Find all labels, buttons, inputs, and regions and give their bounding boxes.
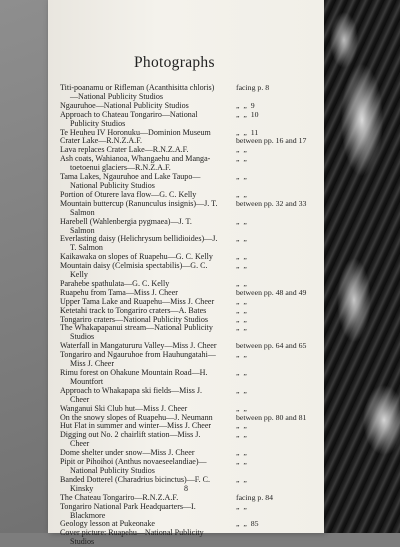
page-reference: „ „: [236, 448, 247, 458]
page-reference: „ „ 10: [236, 109, 259, 119]
photo-caption: Waterfall in Mangatururu Valley—Miss J. Cheer: [60, 341, 217, 351]
photo-caption: The Chateau Tongariro—R.N.Z.A.F.: [60, 492, 179, 502]
list-item: [60, 529, 322, 547]
photo-caption: Wanganui Ski Club hut—Miss J. Cheer: [60, 403, 188, 413]
page-reference: between pp. 48 and 49: [236, 287, 307, 297]
page-reference: „ „: [236, 457, 247, 467]
photo-caption: Ash coats, Wahianoa, Whangaehu and Manga-toetoenui glaciers—R.N.Z.A.F.: [60, 154, 211, 173]
page-reference: „ „: [236, 189, 247, 199]
photo-caption: Digging out No. 2 chairlift station—Miss J. Cheer: [60, 430, 201, 449]
photo-caption: Cover picture: Ruapehu—National Publicity Studios: [60, 528, 204, 547]
photo-caption: Upper Tama Lake and Ruapehu—Miss J. Cheer: [60, 296, 215, 306]
list-item: [60, 111, 322, 129]
list-item: [60, 369, 322, 387]
page-reference: facing p. 8: [236, 83, 270, 92]
photo-caption: Portion of Oturere lava flow—G. C. Kelly: [60, 189, 197, 199]
photograph-list: [60, 84, 322, 547]
photo-caption: Te Heuheu IV Horonuku—Dominion Museum: [60, 127, 211, 137]
photo-caption: The Whakapapanui stream—National Publicity Studios: [60, 323, 213, 342]
page-reference: „ „: [236, 385, 247, 395]
photo-caption: Crater Lake—R.N.Z.A.F.: [60, 136, 143, 146]
page-heading: Photographs: [134, 54, 215, 71]
list-item: [60, 173, 322, 191]
list-item: [60, 324, 322, 342]
list-item: [60, 458, 322, 476]
page-reference: „ „: [236, 252, 247, 262]
photo-caption: Tama Lakes, Ngauruhoe and Lake Taupo—National Publicity Studios: [60, 172, 201, 190]
list-item: [60, 200, 322, 218]
list-item: [60, 262, 322, 280]
list-item: [60, 387, 322, 405]
photo-caption: Kaikawaka on slopes of Ruapehu—G. C. Kelly: [60, 252, 213, 262]
page-reference: „ „ 85: [236, 519, 259, 529]
page-reference: „ „: [236, 278, 247, 288]
photo-caption: Ketetahi track to Tongariro craters—A. Bates: [60, 305, 207, 315]
adjacent-photograph: [324, 0, 400, 533]
photo-caption: Mountain daisy (Celmisia spectabilis)—G. C. Kelly: [60, 261, 208, 280]
page-reference: „ „: [236, 421, 247, 431]
photo-caption: Titi-poanamu or Rifleman (Acanthisitta chloris)—National Publicity Studios: [60, 83, 215, 101]
page-reference: „ „: [236, 474, 247, 484]
list-item: [60, 351, 322, 369]
page-reference: „ „: [236, 368, 247, 377]
photo-caption: Tongariro and Ngauruhoe from Hauhungatahi—Miss J. Cheer: [60, 350, 216, 369]
photo-caption: Ruapehu from Tama—Miss J. Cheer: [60, 287, 178, 297]
page-reference: between pp. 16 and 17: [236, 136, 307, 146]
page-reference: „ „ 9: [236, 100, 255, 110]
photo-caption: Mountain buttercup (Ranunculus insignis)—J. T. Salmon: [60, 198, 218, 217]
page-reference: „ „: [236, 296, 247, 306]
page-reference: „ „: [236, 323, 247, 333]
photo-caption: Banded Dotterel (Charadrius bicinctus)—F. C. Kinsky: [60, 474, 210, 493]
photo-caption: Geology lesson at Pukeonake: [60, 519, 155, 529]
page-reference: „ „: [236, 314, 247, 324]
photo-caption: On the snowy slopes of Ruapehu—J. Neumann: [60, 412, 213, 422]
list-item: [60, 235, 322, 253]
page-reference: „ „: [236, 154, 247, 164]
page-reference: „ „: [236, 172, 247, 182]
page-reference: facing p. 84: [236, 492, 274, 502]
list-item: [60, 218, 322, 236]
page-reference: „ „: [236, 501, 247, 511]
list-item: [60, 84, 322, 102]
photo-caption: Pipit or Pihoihoi (Anthus novaeseelandiae)—National Publicity Studios: [60, 457, 207, 475]
list-item: [60, 155, 322, 173]
page-reference: „ „: [236, 430, 247, 440]
photo-caption: Tongariro craters—National Publicity Studios: [60, 314, 209, 324]
photo-caption: Harebell (Wahlenbergia pygmaea)—J. T. Salmon: [60, 216, 192, 235]
page-number: 8: [184, 484, 188, 493]
page-reference: between pp. 64 and 65: [236, 341, 307, 351]
page-reference: „ „: [236, 145, 247, 155]
page-reference: „ „: [236, 305, 247, 315]
list-item: [60, 503, 322, 521]
photo-caption: Hut Flat in summer and winter—Miss J. Cheer: [60, 421, 212, 431]
page-reference: „ „: [236, 403, 247, 413]
photo-caption: Ngauruhoe—National Publicity Studios: [60, 100, 189, 110]
page-reference: „ „: [236, 350, 247, 360]
photo-caption: Everlasting daisy (Helichrysum bellidioides)—J. T. Salmon: [60, 234, 218, 253]
photo-caption: Parahebe spathulata—G. C. Kelly: [60, 278, 170, 288]
page-reference: „ „: [236, 216, 247, 226]
page-reference: between pp. 80 and 81: [236, 412, 307, 422]
photo-caption: Tongariro National Park Headquarters—I. Blackmore: [60, 501, 196, 520]
photo-caption: Approach to Chateau Tongariro—National Publicity Studios: [60, 109, 198, 128]
photo-caption: Approach to Whakapapa ski fields—Miss J. Cheer: [60, 385, 202, 404]
page-reference: „ „ 11: [236, 127, 259, 137]
book-page: [48, 0, 324, 547]
page-reference: „ „: [236, 261, 247, 271]
photo-caption: Dome shelter under snow—Miss J. Cheer: [60, 448, 195, 458]
page-reference: „ „: [236, 234, 247, 244]
photo-caption: Lava replaces Crater Lake—R.N.Z.A.F.: [60, 145, 189, 155]
photo-caption: Rimu forest on Ohakune Mountain Road—H. Mountfort: [60, 368, 208, 386]
page-reference: between pp. 32 and 33: [236, 198, 307, 208]
list-item: [60, 431, 322, 449]
